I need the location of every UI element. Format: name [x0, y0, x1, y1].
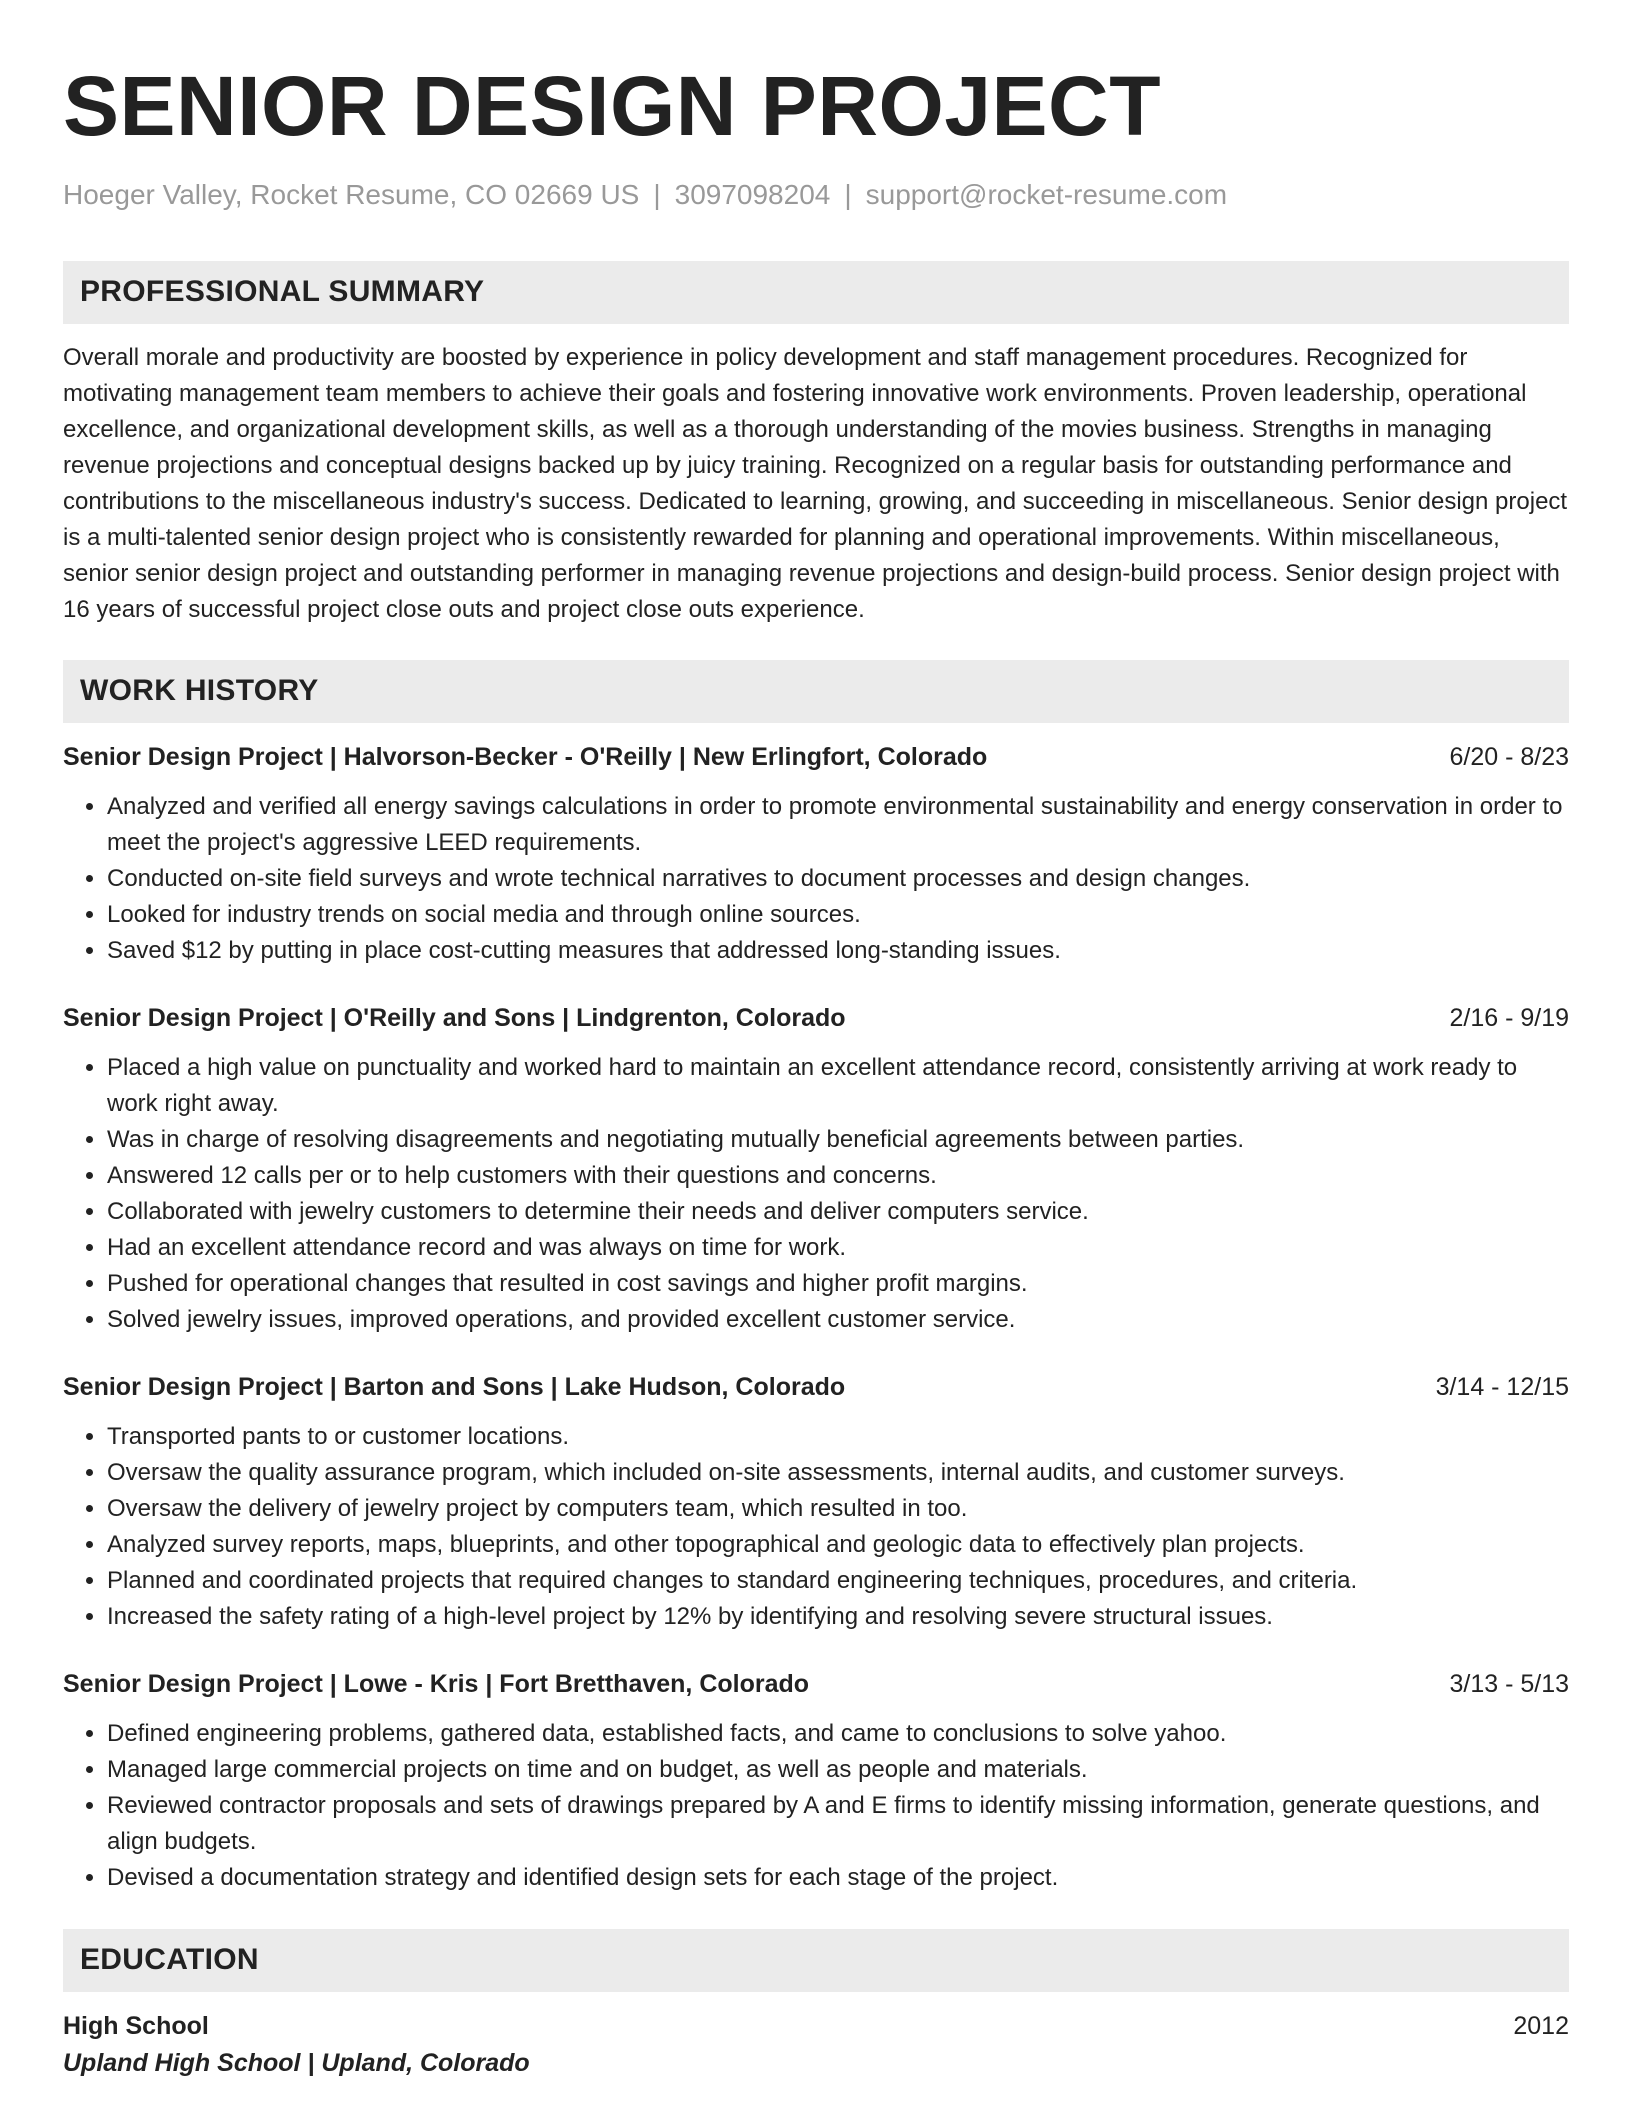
- contact-phone: 3097098204: [674, 179, 831, 210]
- job-bullet: • Had an excellent attendance record and was always on time for work.: [107, 1230, 1569, 1266]
- job-dates: 2/16 - 9/19: [1449, 1003, 1569, 1032]
- job-bullet: • Oversaw the delivery of jewelry project by computers team, which resulted in too.: [107, 1491, 1569, 1527]
- summary-paragraph: Overall morale and productivity are boosted by experience in policy development and staff management procedures. Recognized for motivating management team members to achieve their goals and fostering innovative work environments. Proven leadership, operational excellence, and organizational development skills, as well as a thorough understanding of the movies business. Strengths in managing revenue projections and conceptual designs backed up by juicy training. Recognized on a regular basis for outstanding performance and contributions to the miscellaneous industry's success. Dedicated to learning, growing, and succeeding in miscellaneous. Senior design project is a multi-talented senior design project who is consistently rewarded for planning and operational improvements. Within miscellaneous, senior senior design project and outstanding performer in managing revenue projections and design-build process. Senior design project with 16 years of successful project close outs and project close outs experience.: [63, 343, 1568, 623]
- job-bullet: • Devised a documentation strategy and identified design sets for each stage of the project.: [107, 1860, 1569, 1896]
- job-bullet: • Looked for industry trends on social media and through online sources.: [107, 897, 1569, 933]
- job-entry: [63, 1371, 1569, 1635]
- job-header: [63, 1668, 1569, 1700]
- job-bullet: • Increased the safety rating of a high-level project by 12% by identifying and resolving severe structural issues.: [107, 1599, 1569, 1635]
- job-bullet: • Planned and coordinated projects that required changes to standard engineering techniques, procedures, and criteria.: [107, 1563, 1569, 1599]
- job-title: Senior Design Project | O'Reilly and Sons | Lindgrenton, Colorado: [63, 1003, 846, 1032]
- education-degree: High School: [63, 2011, 209, 2040]
- job-bullet: • Transported pants to or customer locations.: [107, 1419, 1569, 1455]
- job-bullet: • Placed a high value on punctuality and worked hard to maintain an excellent attendance record, consistently arriving at work ready to work right away.: [107, 1050, 1569, 1122]
- job-bullet: • Defined engineering problems, gathered data, established facts, and came to conclusions to solve yahoo.: [107, 1716, 1569, 1752]
- job-header: [63, 1002, 1569, 1034]
- job-dates: 3/14 - 12/15: [1435, 1372, 1569, 1401]
- contact-line: [63, 180, 1569, 211]
- education-year: 2012: [1513, 2011, 1569, 2040]
- education-entry: [63, 2010, 1569, 2081]
- job-header: [63, 741, 1569, 773]
- job-title: Senior Design Project | Barton and Sons | Lake Hudson, Colorado: [63, 1372, 846, 1401]
- candidate-name: SENIOR DESIGN PROJECT: [63, 59, 1162, 153]
- contact-separator: |: [844, 179, 852, 210]
- job-entry: [63, 1668, 1569, 1896]
- section-header-summary: PROFESSIONAL SUMMARY: [63, 261, 1569, 324]
- job-bullet: • Conducted on-site field surveys and wrote technical narratives to document processes and design changes.: [107, 861, 1569, 897]
- job-bullet: • Pushed for operational changes that resulted in cost savings and higher profit margins.: [107, 1266, 1569, 1302]
- job-dates: 6/20 - 8/23: [1449, 742, 1569, 771]
- job-bullet: • Managed large commercial projects on time and on budget, as well as people and materials.: [107, 1752, 1569, 1788]
- job-bullet: • Collaborated with jewelry customers to determine their needs and deliver computers service.: [107, 1194, 1569, 1230]
- job-bullet: • Answered 12 calls per or to help customers with their questions and concerns.: [107, 1158, 1569, 1194]
- job-title: Senior Design Project | Halvorson-Becker - O'Reilly | New Erlingfort, Colorado: [63, 742, 988, 771]
- job-entry: [63, 1002, 1569, 1338]
- job-bullet-list: [63, 1050, 1569, 1338]
- job-bullet-list: [63, 789, 1569, 969]
- section-header-work-history: WORK HISTORY: [63, 660, 1569, 723]
- education-school: Upland High School | Upland, Colorado: [63, 2048, 530, 2077]
- job-bullet: • Analyzed survey reports, maps, blueprints, and other topographical and geologic data to effectively plan projects.: [107, 1527, 1569, 1563]
- education-header: [63, 2010, 1569, 2042]
- job-dates: 3/13 - 5/13: [1449, 1669, 1569, 1698]
- job-bullet: • Solved jewelry issues, improved operations, and provided excellent customer service.: [107, 1302, 1569, 1338]
- job-header: [63, 1371, 1569, 1403]
- job-bullet: • Was in charge of resolving disagreements and negotiating mutually beneficial agreements between parties.: [107, 1122, 1569, 1158]
- job-bullet-list: [63, 1716, 1569, 1896]
- job-bullet: • Oversaw the quality assurance program, which included on-site assessments, internal audits, and customer surveys.: [107, 1455, 1569, 1491]
- contact-email[interactable]: support@rocket-resume.com: [865, 179, 1228, 210]
- job-bullet: • Analyzed and verified all energy savings calculations in order to promote environmental sustainability and energy conservation in order to meet the project's aggressive LEED requirements.: [107, 789, 1569, 861]
- job-entry: [63, 741, 1569, 969]
- section-header-education: EDUCATION: [63, 1929, 1569, 1992]
- contact-address: Hoeger Valley, Rocket Resume, CO 02669 US: [63, 179, 640, 210]
- job-bullet: • Reviewed contractor proposals and sets of drawings prepared by A and E firms to identify missing information, generate questions, and align budgets.: [107, 1788, 1569, 1860]
- contact-separator: |: [653, 179, 661, 210]
- job-bullet: • Saved $12 by putting in place cost-cutting measures that addressed long-standing issues.: [107, 933, 1569, 969]
- job-bullet-list: [63, 1419, 1569, 1635]
- job-title: Senior Design Project | Lowe - Kris | Fort Bretthaven, Colorado: [63, 1669, 810, 1698]
